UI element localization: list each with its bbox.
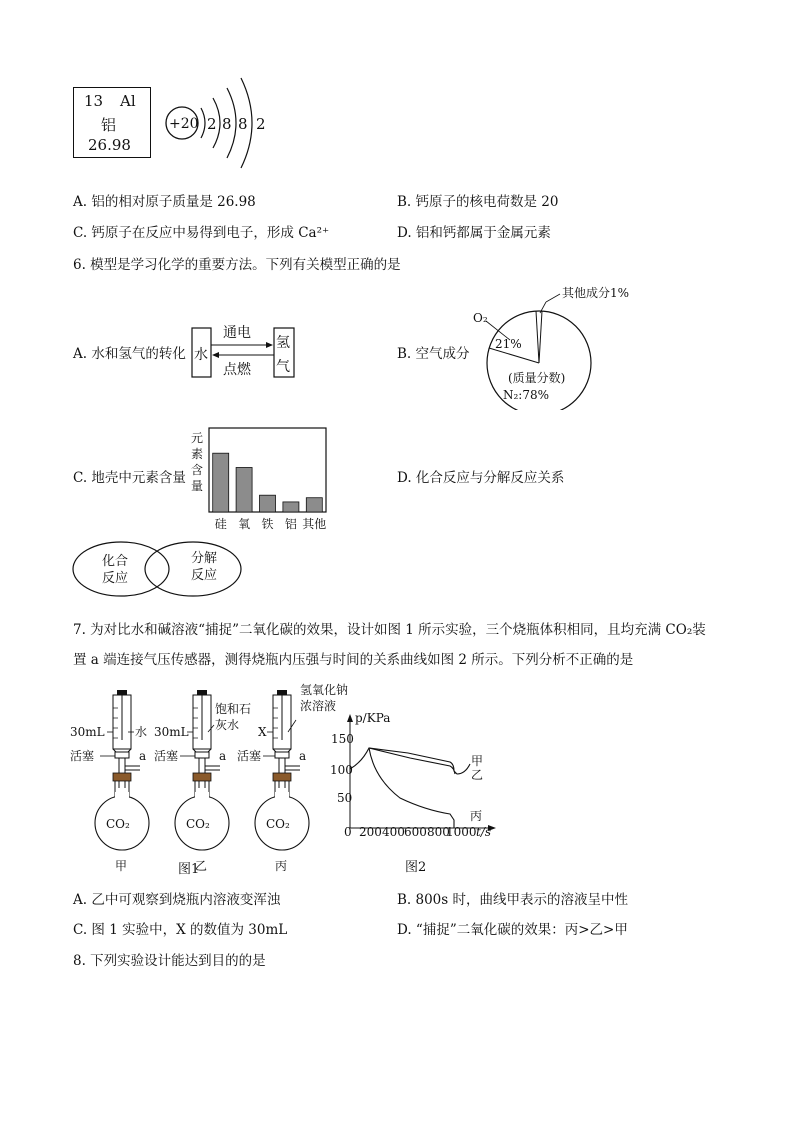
shell-4-electrons: 2 [256, 115, 266, 133]
hydrogen-label-2: 气 [276, 359, 290, 375]
crust-element-bar-chart [188, 424, 348, 534]
curve-label-bing: 丙 [470, 809, 483, 823]
apparatus-yi [154, 690, 251, 873]
water-hydrogen-diagram [190, 318, 300, 384]
fig2-ytick-150: 150 [331, 732, 354, 746]
q5-option-a[interactable]: A. 铝的相对原子质量是 26.98 [73, 194, 256, 210]
apparatus-name-yi: 乙 [195, 859, 208, 873]
q5-option-d[interactable]: D. 铝和钙都属于金属元素 [397, 225, 551, 241]
category-label-4: 其他 [302, 517, 327, 531]
port-label-jia: a [139, 749, 147, 763]
pie-divider-other-2 [539, 311, 542, 363]
volume-label-jia: 30mL [70, 725, 105, 739]
reagent-label-yi-2: 灰水 [215, 718, 240, 732]
category-label-3: 铝 [284, 517, 297, 531]
ylabel-char-1: 素 [191, 447, 204, 461]
nucleus-charge: +20 [169, 116, 199, 132]
volume-label-yi: 30mL [154, 725, 189, 739]
combination-ellipse [73, 542, 169, 596]
volume-label-bing: X [258, 725, 267, 739]
atomic-mass: 26.98 [88, 136, 131, 154]
pie-label-n2: N₂:78% [503, 388, 550, 402]
combination-label-1: 化合 [102, 554, 129, 569]
flask-gas-bing: CO₂ [266, 817, 290, 831]
apparatus-name-jia: 甲 [115, 859, 128, 873]
bar-1 [236, 467, 252, 512]
reagent-label-bing-1: 氢氧化钠 [300, 683, 349, 697]
decomposition-label-1: 分解 [191, 551, 218, 566]
air-composition-pie [470, 280, 640, 410]
pie-divider-other-1 [536, 311, 539, 363]
stopcock-bing [275, 752, 289, 758]
shell-1-electrons: 2 [207, 115, 217, 133]
reagent-label-yi-1: 饱和石 [215, 702, 252, 716]
element-symbol: Al [120, 92, 136, 110]
q7-option-a[interactable]: A. 乙中可观察到烧瓶内溶液变浑浊 [73, 892, 281, 908]
fig2-xtick-800: 800 [427, 825, 450, 839]
curve-jia [350, 748, 470, 774]
ignition-label: 点燃 [223, 362, 251, 378]
curve-yi [369, 748, 455, 774]
fig2-xlabel: t/s [476, 825, 492, 839]
q7-option-c[interactable]: C. 图 1 实验中，X 的数值为 30mL [73, 922, 288, 938]
category-label-1: 氧 [238, 517, 251, 531]
shell-arc-1 [201, 108, 205, 138]
fig2-ylabel: p/KPa [355, 711, 391, 725]
stopcock-jia [115, 752, 129, 758]
pie-label-other: 其他成分1% [562, 286, 630, 300]
category-label-0: 硅 [214, 517, 227, 531]
reverse-arrowhead [212, 352, 219, 358]
q6-option-d[interactable]: D. 化合反应与分解反应关系 [397, 470, 565, 486]
figure-2-pressure-chart [330, 708, 520, 848]
apparatus-jia [70, 690, 149, 873]
flask-gas-yi: CO₂ [186, 817, 210, 831]
figure-1-caption: 图1 [178, 862, 200, 877]
bar-4 [306, 498, 322, 512]
q6-option-c[interactable]: C. 地壳中元素含量 [73, 470, 186, 486]
fig2-ytick-50: 50 [337, 791, 353, 805]
q7-option-d[interactable]: D. “捕捉”二氧化碳的效果：丙>乙>甲 [397, 922, 628, 938]
figure-1-apparatus [70, 680, 370, 880]
q6-option-b[interactable]: B. 空气成分 [397, 346, 470, 362]
ylabel-char-2: 含 [191, 463, 204, 477]
curve-label-yi: 乙 [471, 768, 484, 782]
stopper-yi [193, 773, 211, 781]
atom-structure-diagram [165, 72, 275, 172]
q7-option-b[interactable]: B. 800s 时，曲线甲表示的溶液呈中性 [397, 892, 628, 908]
reagent-label-jia: 水 [135, 725, 148, 739]
reaction-relationship-diagram [70, 538, 245, 600]
bar-0 [213, 453, 229, 512]
stopcock-yi [195, 752, 209, 758]
curve-label-jia: 甲 [471, 754, 484, 768]
forward-arrowhead [266, 342, 273, 348]
pie-label-o2-percent: 21% [495, 337, 522, 351]
shell-3-electrons: 8 [238, 115, 248, 133]
fig2-xtick-0: 0 [344, 825, 352, 839]
q6-option-a[interactable]: A. 水和氢气的转化 [73, 346, 186, 362]
ylabel-char-0: 元 [191, 431, 204, 445]
shell-2-electrons: 8 [222, 115, 232, 133]
q7-stem-line1: 7. 为对比水和碱溶液“捕捉”二氧化碳的效果，设计如图 1 所示实验，三个烧瓶体积相同，且均充满 CO₂装 [73, 622, 706, 638]
fig2-xtick-600: 600 [404, 825, 427, 839]
port-label-yi: a [219, 749, 227, 763]
combination-label-2: 反应 [102, 571, 129, 586]
pie-label-basis: (质量分数) [508, 371, 566, 385]
flask-gas-jia: CO₂ [106, 817, 130, 831]
bar-2 [260, 495, 276, 512]
fig2-xtick-200: 200 [359, 825, 382, 839]
ylabel-char-3: 量 [191, 479, 204, 493]
fig2-xtick-1000: 1000 [446, 825, 477, 839]
valve-label-bing: 活塞 [237, 749, 262, 763]
figure-2-caption: 图2 [405, 860, 427, 875]
category-label-2: 铁 [261, 517, 274, 531]
hydrogen-label-1: 氢 [276, 335, 290, 351]
stopper-bing [273, 773, 291, 781]
q6-stem: 6. 模型是学习化学的重要方法。下列有关模型正确的是 [73, 257, 401, 273]
fig2-xtick-400: 400 [382, 825, 405, 839]
chart-ylabel [191, 431, 203, 493]
decomposition-label-2: 反应 [191, 568, 218, 583]
valve-label-yi: 活塞 [154, 749, 179, 763]
fig2-ytick-100: 100 [330, 763, 353, 777]
atomic-number: 13 [84, 92, 104, 110]
q7-stem-line2: 置 a 端连接气压传感器，测得烧瓶内压强与时间的关系曲线如图 2 所示。下列分析不正确的是 [73, 652, 634, 668]
q8-stem: 8. 下列实验设计能达到目的的是 [73, 953, 266, 969]
element-card [73, 87, 151, 158]
apparatus-name-bing: 丙 [275, 859, 288, 873]
reagent-label-bing-2: 浓溶液 [300, 699, 337, 713]
q5-option-b[interactable]: B. 钙原子的核电荷数是 20 [397, 194, 559, 210]
port-label-bing: a [299, 749, 307, 763]
water-label: 水 [194, 347, 208, 363]
electrolysis-label: 通电 [223, 325, 251, 341]
element-name: 铝 [101, 116, 117, 134]
stopper-jia [113, 773, 131, 781]
bar-3 [283, 502, 299, 512]
q5-option-c[interactable]: C. 钙原子在反应中易得到电子，形成 Ca²⁺ [73, 225, 330, 241]
pie-label-o2: O₂ [473, 311, 488, 325]
valve-label-jia: 活塞 [70, 749, 95, 763]
